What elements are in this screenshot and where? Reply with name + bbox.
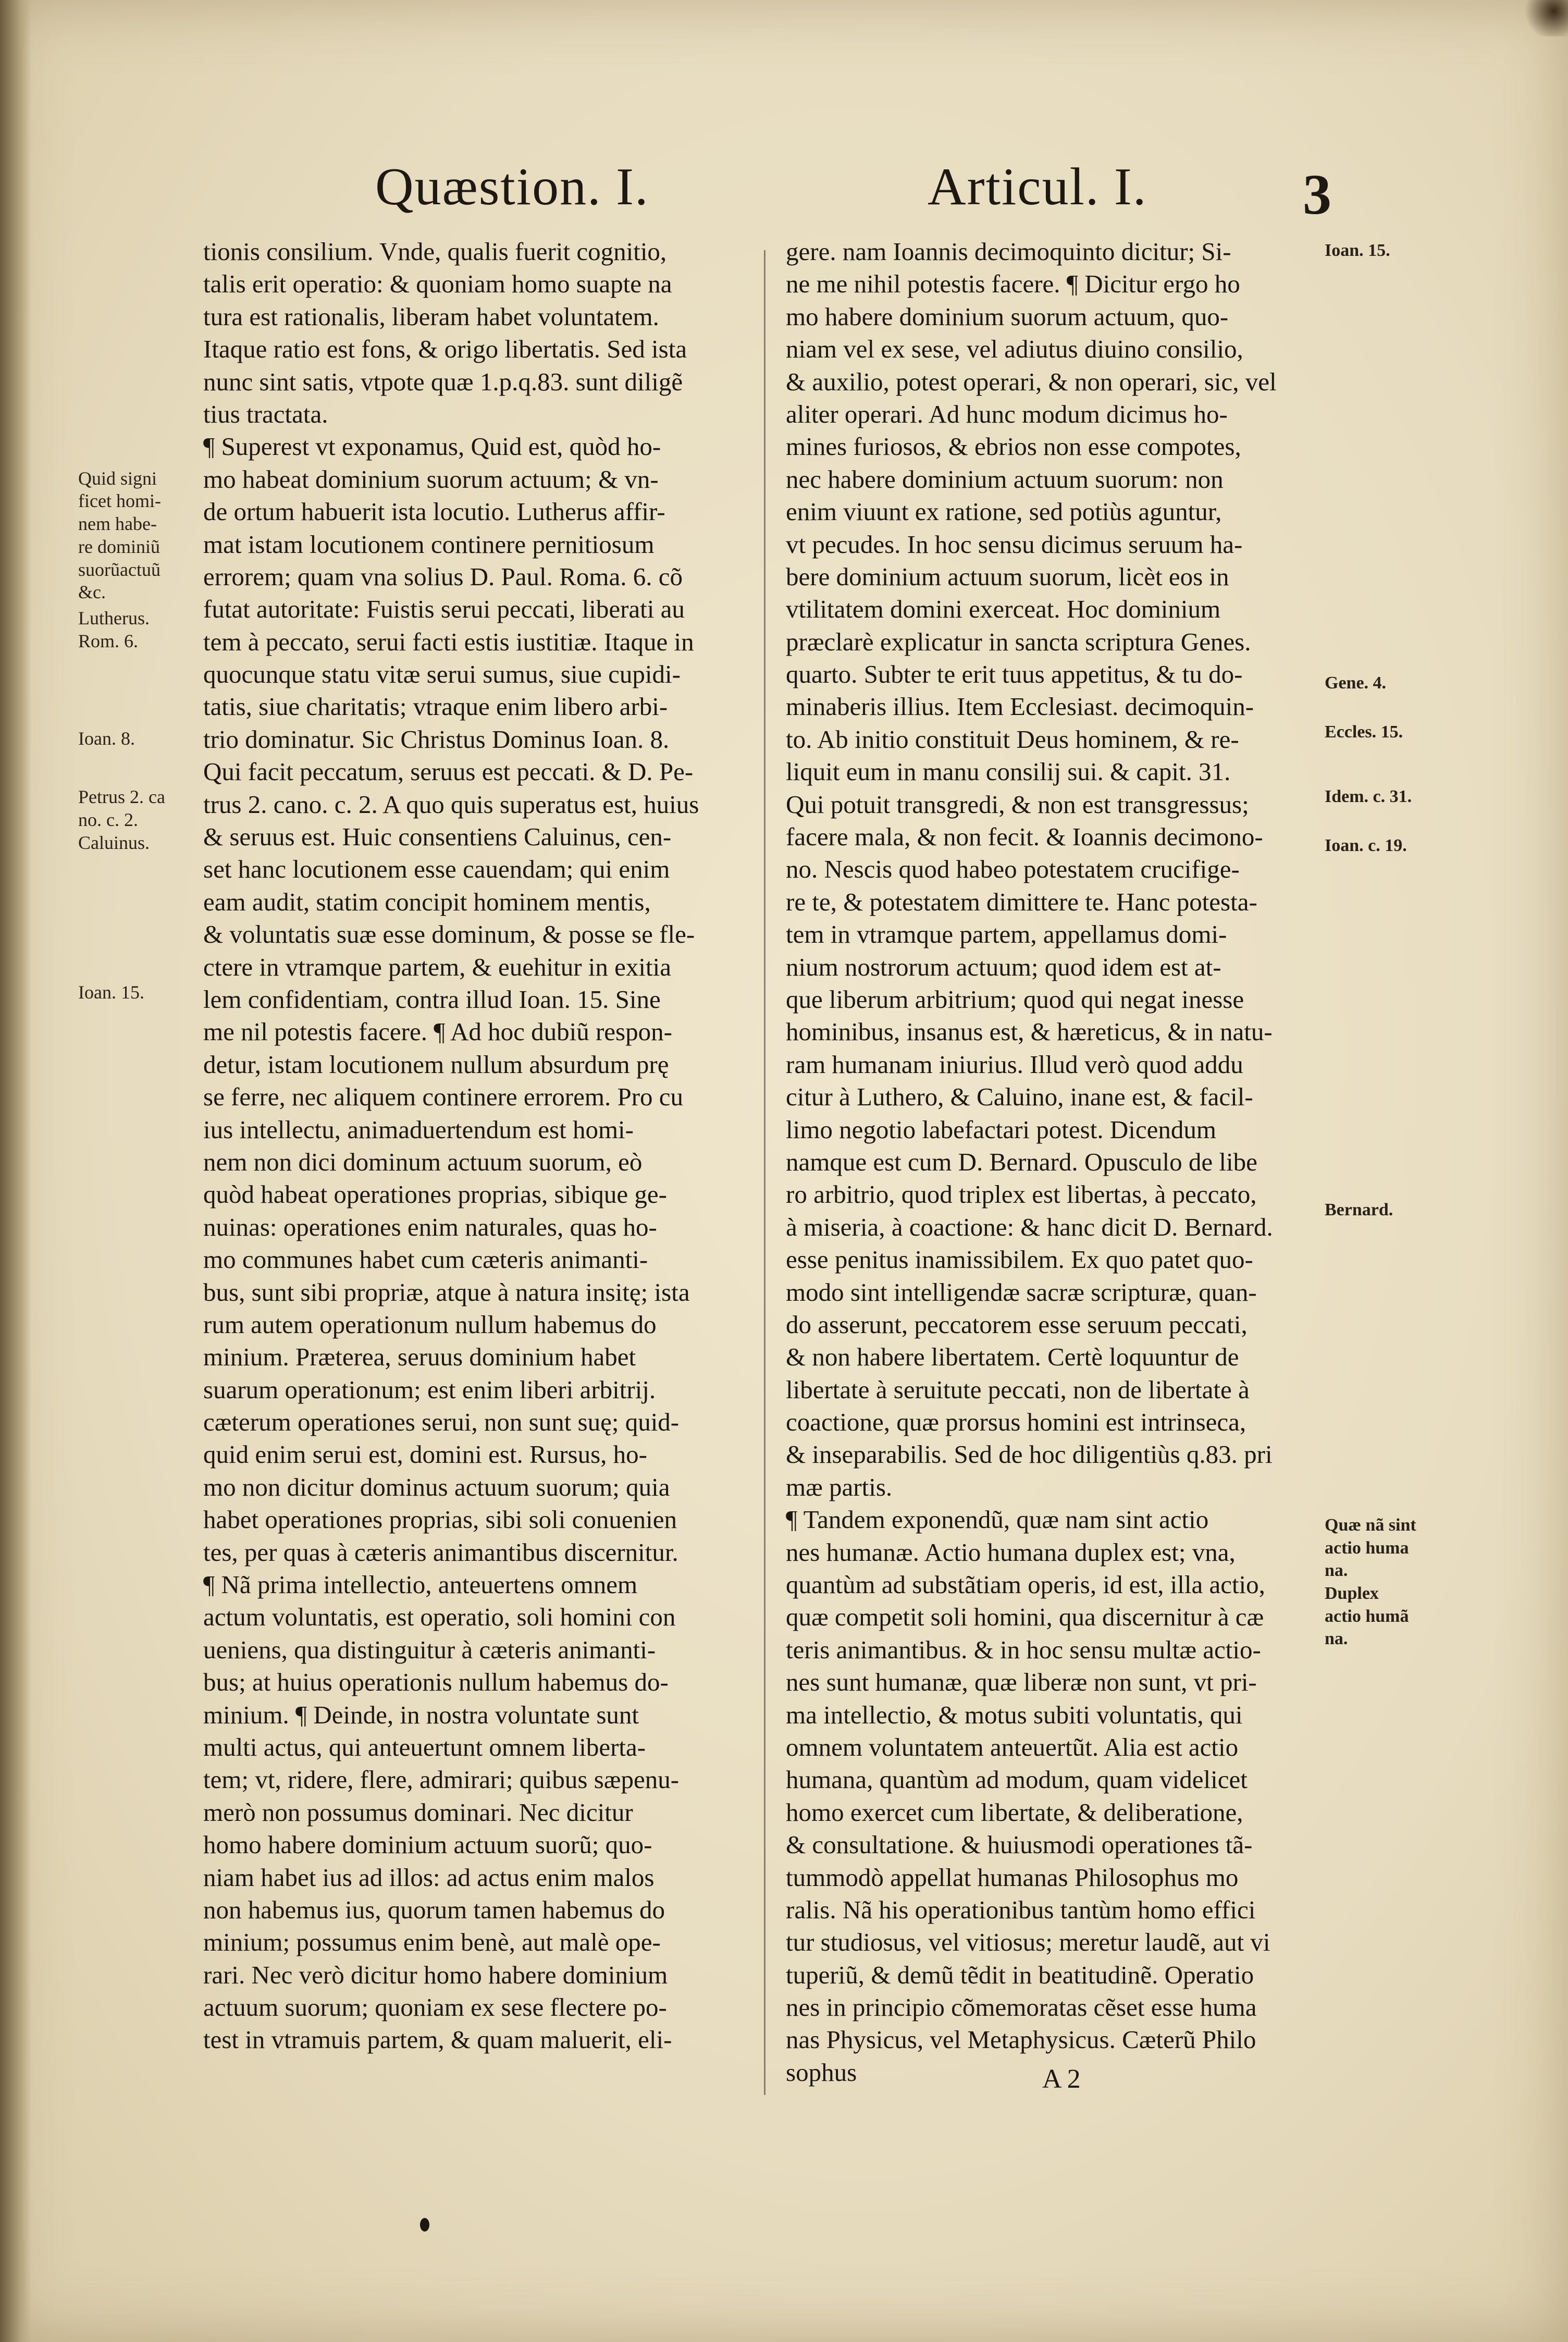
- text-line: namque est cum D. Bernard. Opusculo de libe: [786, 1147, 1257, 1176]
- margin-note: nem habe-: [78, 513, 157, 535]
- text-line: do asserunt, peccatorem esse seruum peccati,: [786, 1310, 1248, 1339]
- text-line: Itaque ratio est fons, & origo libertatis. Sed ista: [203, 335, 687, 364]
- text-line: bus, sunt sibi propriæ, atque à natura insitę; ista: [203, 1277, 690, 1306]
- text-line: sophus: [786, 2057, 857, 2087]
- text-line: tes, per quas à cæteris animantibus discernitur.: [203, 1537, 678, 1567]
- text-line: mines furiosos, & ebrios non esse compotes,: [786, 432, 1241, 461]
- right-text-column: [786, 236, 1312, 2089]
- text-line: ralis. Nã his operationibus tantùm homo effici: [786, 1895, 1256, 1924]
- text-line: humana, quantùm ad modum, quam videlicet: [786, 1765, 1248, 1794]
- text-line: tur studiosus, vel vitiosus; meretur laudẽ, aut vi: [786, 1928, 1270, 1957]
- text-line: modo sint intelligendæ sacræ scripturæ, quan-: [786, 1277, 1257, 1306]
- text-line: tem in vtramque partem, appellamus domi-: [786, 920, 1227, 949]
- margin-note: Duplex: [1325, 1584, 1379, 1604]
- margin-note: Rom. 6.: [78, 630, 139, 651]
- text-line: citur à Luthero, & Caluino, inane est, & facil-: [786, 1082, 1253, 1112]
- text-line: & auxilio, potest operari, & non operari, sic, vel: [786, 367, 1277, 396]
- text-line: ro arbitrio, quod triplex est libertas, à peccato,: [786, 1180, 1257, 1209]
- text-line: gere. nam Ioannis decimoquinto dicitur; Si-: [786, 237, 1231, 266]
- text-line: ius intellectu, animaduertendum est homi-: [203, 1115, 634, 1144]
- text-line: Qui potuit transgredi, & non est transgressus;: [786, 790, 1249, 819]
- text-line: tem; vt, ridere, flere, admirari; quibus sæpenu-: [203, 1765, 680, 1794]
- text-line: ram humanam iniurius. Illud verò quod addu: [786, 1050, 1243, 1079]
- text-line: quantùm ad substãtiam operis, id est, illa actio,: [786, 1570, 1265, 1599]
- text-line: & voluntatis suæ esse dominum, & posse se fle-: [203, 920, 695, 949]
- text-line: ctere in vtramque partem, & euehitur in exitia: [203, 952, 671, 981]
- text-line: actuum suorum; quoniam ex sese flectere po-: [203, 1993, 667, 2022]
- text-line: tionis consilium. Vnde, qualis fuerit cognitio,: [203, 237, 667, 266]
- margin-note: &c.: [78, 582, 106, 603]
- margin-note: Bernard.: [1325, 1200, 1393, 1219]
- text-line: que liberum arbitrium; quod qui negat inesse: [786, 984, 1244, 1014]
- text-line: no. Nescis quod habeo potestatem crucifige-: [786, 855, 1240, 884]
- text-line: quòd habeat operationes proprias, sibique ge-: [203, 1180, 667, 1209]
- text-line: bere dominium actuum suorum, licèt eos in: [786, 562, 1229, 591]
- text-line: Qui facit peccatum, seruus est peccati. & D. Pe-: [203, 757, 694, 786]
- text-line: test in vtramuis partem, & quam maluerit, eli-: [203, 2025, 672, 2054]
- margin-note: ficet homi-: [78, 490, 161, 512]
- margin-note: Caluinus.: [78, 832, 150, 853]
- text-line: tura est rationalis, liberam habet voluntatem.: [203, 302, 659, 331]
- text-line: minium. Præterea, seruus dominium habet: [203, 1342, 636, 1372]
- text-line: nas Physicus, vel Metaphysicus. Cæterũ Philo: [786, 2025, 1256, 2054]
- text-line: detur, istam locutionem nullum absurdum prę: [203, 1050, 669, 1079]
- text-line: nuinas: operationes enim naturales, quas ho-: [203, 1212, 657, 1241]
- text-line: nium nostrorum actuum; quod idem est at-: [786, 952, 1221, 981]
- text-line: tius tractata.: [203, 399, 328, 428]
- text-line: nes sunt humanæ, quæ liberæ non sunt, vt pri-: [786, 1668, 1257, 1697]
- text-line: talis erit operatio: & quoniam homo suapte na: [203, 269, 672, 299]
- signature-mark: A 2: [1042, 2064, 1081, 2094]
- text-line: facere mala, & non fecit. & Ioannis decimono-: [786, 822, 1263, 852]
- text-line: mo habere dominium suorum actuum, quo-: [786, 302, 1229, 331]
- text-line: ¶ Nã prima intellectio, anteuertens omnem: [203, 1570, 638, 1599]
- margin-note: suorũactuũ: [78, 559, 160, 580]
- margin-note: Petrus 2. ca: [78, 786, 165, 808]
- text-line: nunc sint satis, vtpote quæ 1.p.q.83. sunt diligẽ: [203, 367, 683, 396]
- text-line: & non habere libertatem. Certè loquuntur de: [786, 1342, 1239, 1372]
- text-line: vtilitatem domini exerceat. Hoc dominium: [786, 595, 1221, 624]
- text-line: nes in principio cõmemoratas cẽset esse huma: [786, 1993, 1257, 2022]
- margin-note: Quæ nã sint: [1325, 1515, 1416, 1535]
- text-line: trus 2. cano. c. 2. A quo quis superatus est, huius: [203, 790, 699, 819]
- margin-note: re dominiũ: [78, 536, 160, 557]
- margin-note: Ioan. 8.: [78, 728, 135, 749]
- text-line: à miseria, à coactione: & hanc dicit D. Bernard.: [786, 1212, 1273, 1241]
- text-line: mo communes habet cum cæteris animanti-: [203, 1245, 648, 1274]
- text-line: mæ partis.: [786, 1472, 893, 1501]
- text-line: & inseparabilis. Sed de hoc diligentiùs q.83. pri: [786, 1440, 1273, 1469]
- text-line: eam audit, statim concipit hominem mentis,: [203, 887, 651, 916]
- left-text-column: [203, 236, 730, 2056]
- text-line: esse penitus inamissibilem. Ex quo patet quo-: [786, 1245, 1253, 1274]
- printer-dot: [420, 2218, 429, 2232]
- text-line: multi actus, qui anteuertunt omnem liberta-: [203, 1732, 646, 1761]
- text-line: aliter operari. Ad hunc modum dicimus ho-: [786, 399, 1228, 428]
- text-line: limo negotio labefactari potest. Dicendum: [786, 1115, 1216, 1144]
- text-line: minium. ¶ Deinde, in nostra voluntate sunt: [203, 1700, 639, 1729]
- running-head-left: Quæstion. I.: [375, 157, 649, 216]
- text-line: actum voluntatis, est operatio, soli homini con: [203, 1603, 676, 1632]
- text-line: ueniens, qua distinguitur à cæteris animanti-: [203, 1635, 656, 1664]
- text-line: mat istam locutionem continere pernitiosum: [203, 529, 655, 559]
- text-line: quid enim serui est, domini est. Rursus, ho-: [203, 1440, 647, 1469]
- margin-note: na.: [1325, 1629, 1348, 1649]
- text-line: non habemus ius, quorum tamen habemus do: [203, 1895, 665, 1924]
- text-line: cæterum operationes serui, non sunt suę; quid-: [203, 1408, 680, 1437]
- text-line: niam vel ex sese, vel adiutus diuino consilio,: [786, 335, 1243, 364]
- text-line: minaberis illius. Item Ecclesiast. decimoquin-: [786, 692, 1254, 721]
- text-line: ¶ Superest vt exponamus, Quid est, quòd ho-: [203, 432, 661, 461]
- text-line: liquit eum in manu consilij sui. & capit. 31.: [786, 757, 1231, 786]
- text-line: nec habere dominium actuum suorum: non: [786, 464, 1224, 494]
- text-line: bus; at huius operationis nullum habemus do-: [203, 1668, 669, 1697]
- text-line: coactione, quæ prorsus homini est intrinseca,: [786, 1408, 1246, 1437]
- margin-note: Quid signi: [78, 467, 157, 489]
- text-line: quarto. Subter te erit tuus appetitus, & tu do-: [786, 660, 1243, 689]
- text-line: omnem voluntatem anteuertũt. Alia est actio: [786, 1732, 1239, 1761]
- margin-note: Idem. c. 31.: [1325, 787, 1412, 807]
- text-line: minium; possumus enim benè, aut malè ope-: [203, 1928, 661, 1957]
- column-rule: [764, 250, 766, 2095]
- margin-note: Ioan. 15.: [1325, 241, 1390, 260]
- text-line: nem non dici dominum actuum suorum, eò: [203, 1147, 643, 1176]
- text-line: ¶ Tandem exponendũ, quæ nam sint actio: [786, 1505, 1209, 1534]
- folio-number: 3: [1303, 163, 1331, 226]
- text-line: quocunque statu vitæ serui sumus, siue cupidi-: [203, 660, 681, 689]
- text-line: ne me nihil potestis facere. ¶ Dicitur ergo ho: [786, 269, 1240, 299]
- text-line: & seruus est. Huic consentiens Caluinus, cen-: [203, 822, 672, 852]
- text-line: enim viuunt ex ratione, sed potiùs aguntur,: [786, 497, 1222, 526]
- text-line: me nil potestis facere. ¶ Ad hoc dubiũ respon-: [203, 1017, 672, 1046]
- text-line: suarum operationum; est enim liberi arbitrij.: [203, 1375, 656, 1404]
- text-line: se ferre, nec aliquem continere errorem. Pro cu: [203, 1082, 684, 1112]
- margin-note: actio huma: [1325, 1538, 1409, 1558]
- text-line: niam habet ius ad illos: ad actus enim malos: [203, 1863, 655, 1892]
- text-line: homo exercet cum libertate, & deliberatione,: [786, 1797, 1243, 1827]
- text-line: nes humanæ. Actio humana duplex est; vna,: [786, 1537, 1236, 1567]
- text-line: tummodò appellat humanas Philosophus mo: [786, 1863, 1239, 1892]
- text-line: præclarè explicatur in sancta scriptura Genes.: [786, 627, 1251, 656]
- text-line: mo habeat dominium suorum actuum; & vn-: [203, 464, 659, 494]
- text-line: lem confidentiam, contra illud Ioan. 15. Sine: [203, 984, 661, 1014]
- text-line: libertate à seruitute peccati, non de libertate à: [786, 1375, 1250, 1404]
- corner-stain: [1521, 0, 1568, 36]
- text-line: tatis, siue charitatis; vtraque enim libero arbi-: [203, 692, 668, 721]
- text-line: tem à peccato, serui facti estis iustitiæ. Itaque in: [203, 627, 694, 656]
- binding-gutter: [0, 0, 31, 2342]
- text-line: tuperiũ, & demũ tẽdit in beatitudinẽ. Operatio: [786, 1960, 1254, 1989]
- text-line: homo habere dominium actuum suorũ; quo-: [203, 1830, 652, 1859]
- running-head-right: Articul. I.: [928, 157, 1147, 216]
- text-line: rari. Nec verò dicitur homo habere dominium: [203, 1960, 668, 1989]
- text-line: merò non possumus dominari. Nec dicitur: [203, 1797, 633, 1827]
- margin-note: Ioan. 15.: [78, 981, 144, 1003]
- text-line: ma intellectio, & motus subiti voluntatis, qui: [786, 1700, 1243, 1729]
- margin-note: Gene. 4.: [1325, 673, 1387, 693]
- text-line: quæ competit soli homini, qua discernitur à cæ: [786, 1603, 1264, 1632]
- text-line: teris animantibus. & in hoc sensu multæ actio-: [786, 1635, 1261, 1664]
- text-line: & consultatione. & huiusmodi operationes tã-: [786, 1830, 1253, 1859]
- text-line: to. Ab initio constituit Deus hominem, & re-: [786, 724, 1239, 754]
- text-line: re te, & potestatem dimittere te. Hanc potesta-: [786, 887, 1257, 916]
- text-line: mo non dicitur dominus actuum suorum; quia: [203, 1472, 670, 1501]
- margin-note: no. c. 2.: [78, 809, 138, 830]
- margin-note: na.: [1325, 1561, 1348, 1581]
- text-line: futat autoritate: Fuistis serui peccati, liberati au: [203, 595, 685, 624]
- margin-note: Lutherus.: [78, 608, 150, 629]
- text-line: errorem; quam vna solius D. Paul. Roma. 6. cõ: [203, 562, 683, 591]
- text-line: trio dominatur. Sic Christus Dominus Ioan. 8.: [203, 724, 670, 754]
- text-line: rum autem operationum nullum habemus do: [203, 1310, 657, 1339]
- text-line: hominibus, insanus est, & hæreticus, & in natu-: [786, 1017, 1273, 1046]
- margin-note: actio humã: [1325, 1606, 1409, 1626]
- margin-note: Eccles. 15.: [1325, 722, 1403, 742]
- text-line: set hanc locutionem esse cauendam; qui enim: [203, 855, 670, 884]
- text-line: habet operationes proprias, sibi soli conuenien: [203, 1505, 677, 1534]
- text-line: de ortum habuerit ista locutio. Lutherus affir-: [203, 497, 665, 526]
- text-line: vt pecudes. In hoc sensu dicimus seruum ha-: [786, 529, 1243, 559]
- margin-note: Ioan. c. 19.: [1325, 835, 1407, 855]
